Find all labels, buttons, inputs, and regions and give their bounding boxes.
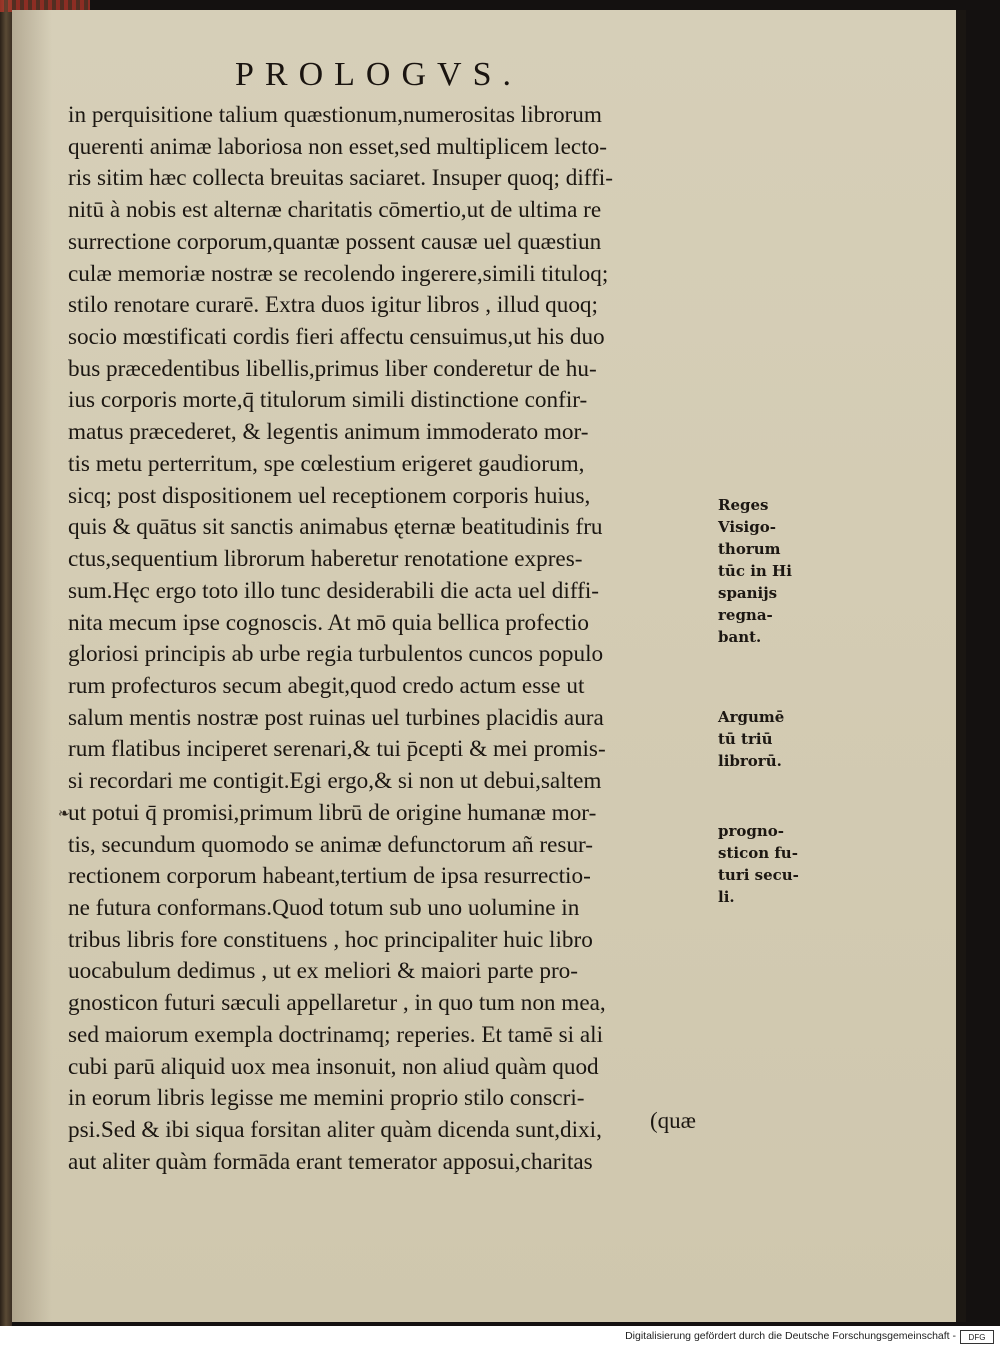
text-line: in perquisitione talium quæstionum,numerositas librorum — [68, 102, 602, 128]
text-line: nita mecum ipse cognoscis. At mō quia bellica profectio — [68, 609, 589, 636]
text-line: querenti animæ laboriosa non esset,sed multiplicem lecto- — [68, 133, 607, 160]
text-line: tis, secundum quomodo se animæ defunctorum añ resur- — [68, 831, 594, 858]
marginal-note-line: librorū. — [718, 752, 782, 770]
text-line: salum mentis nostræ post ruinas uel turbines placidis aura — [68, 704, 604, 731]
text-line: sed maiorum exempla doctrinamq; reperies. Et tamē si ali — [68, 1021, 604, 1048]
text-line: matus præcederet, & legentis animum immoderato mor- — [68, 419, 589, 446]
text-line: gnosticon futuri sæculi appellaretur , in quo tum non mea, — [68, 990, 606, 1017]
marginal-note-line: Reges — [718, 496, 769, 514]
marginal-note-line: tūc in Hi — [718, 562, 792, 580]
main-text-block — [68, 100, 718, 1178]
text-line: sum.Hęc ergo toto illo tunc desiderabili die acta uel diffi- — [68, 577, 600, 604]
text-line: bus præcedentibus libellis,primus liber conderetur de hu- — [68, 355, 597, 382]
text-line: gloriosi principis ab urbe regia turbulentos cuncos populo — [68, 641, 604, 668]
marginal-note-line: Visigo- — [718, 518, 776, 536]
text-line: cubi parū aliquid uox mea insonuit, non aliud quàm quod — [68, 1053, 599, 1080]
gutter-shadow — [12, 10, 52, 1322]
text-line: stilo renotare curarē. Extra duos igitur libros , illud quoq; — [68, 292, 598, 319]
dfg-logo: DFG — [960, 1330, 994, 1344]
marginal-note-line: progno- — [718, 822, 785, 840]
marginal-note-line: li. — [718, 888, 735, 906]
running-header: PROLOGVS. — [235, 56, 522, 93]
text-line: rum flatibus inciperet serenari,& tui p̄cepti & mei promis- — [68, 736, 606, 763]
footer-credit: Digitalisierung gefördert durch die Deutsche Forschungsgemeinschaft - — [625, 1330, 956, 1342]
marginal-note-line: turi secu- — [718, 866, 799, 884]
text-line: tribus libris fore constituens , hoc principaliter huic libro — [68, 926, 593, 953]
text-line: psi.Sed & ibi siqua forsitan aliter quàm dicenda sunt,dixi, — [68, 1117, 602, 1143]
margin-mark-icon: ❧ — [58, 807, 70, 822]
text-line: surrectione corporum,quantæ possent causæ uel quæstiun — [68, 228, 602, 255]
marginal-note-line: bant. — [718, 628, 762, 646]
marginal-note-argumentum — [718, 706, 818, 772]
text-line: rectionem corporum habeant,tertium de ipsa resurrectio- — [68, 863, 591, 890]
marginal-note-prognosticon — [718, 820, 818, 908]
text-line: sicq; post dispositionem uel receptionem corporis huius, — [68, 482, 591, 509]
marginal-note-line: spanijs — [718, 584, 778, 602]
text-line: socio mœstificati cordis fieri affectu censuimus,ut his duo — [68, 324, 605, 351]
marginal-note-reges — [718, 494, 818, 648]
marginal-note-line: regna- — [718, 606, 773, 624]
text-line: ne futura conformans.Quod totum sub uno uolumine in — [68, 894, 580, 921]
text-line: ut potui q̄ promisi,primum librū de origine humanæ mor- — [68, 799, 597, 826]
text-line: ris sitim hæc collecta breuitas saciaret. Insuper quoq; diffi- — [68, 165, 613, 192]
book-spine-edge — [0, 0, 12, 1326]
text-line: tis metu perterritum, spe cœlestium erigeret gaudiorum, — [68, 450, 585, 477]
text-line: culæ memoriæ nostræ se recolendo ingerere,simili tituloq; — [68, 260, 609, 287]
catchword: (quæ — [650, 1108, 696, 1133]
marginal-note-line: Argumē — [718, 708, 785, 726]
text-line: rum profecturos secum abegit,quod credo actum esse ut — [68, 672, 585, 699]
page-right-edge — [956, 10, 966, 1322]
text-line: uocabulum dedimus , ut ex meliori & maiori parte pro- — [68, 958, 579, 985]
text-line: nitū à nobis est alternæ charitatis cōmertio,ut de ultima re — [68, 197, 602, 224]
text-line: aut aliter quàm formāda erant temerator apposui,charitas — [68, 1148, 593, 1175]
marginal-note-line: thorum — [718, 540, 781, 558]
digitization-footer — [0, 1326, 1000, 1348]
text-line: ctus,sequentium librorum haberetur renotatione expres- — [68, 546, 583, 573]
marginal-note-line: tū triū — [718, 730, 773, 748]
text-line: ius corporis morte,q̄ titulorum simili distinctione confir- — [68, 387, 588, 414]
text-line: si recordari me contigit.Egi ergo,& si non ut debui,saltem — [68, 768, 602, 795]
marginal-note-line: sticon fu- — [718, 844, 798, 862]
text-line: in eorum libris legisse me memini proprio stilo conscri- — [68, 1085, 585, 1112]
text-line: quis & quātus sit sanctis animabus ęternæ beatitudinis fru — [68, 514, 603, 541]
